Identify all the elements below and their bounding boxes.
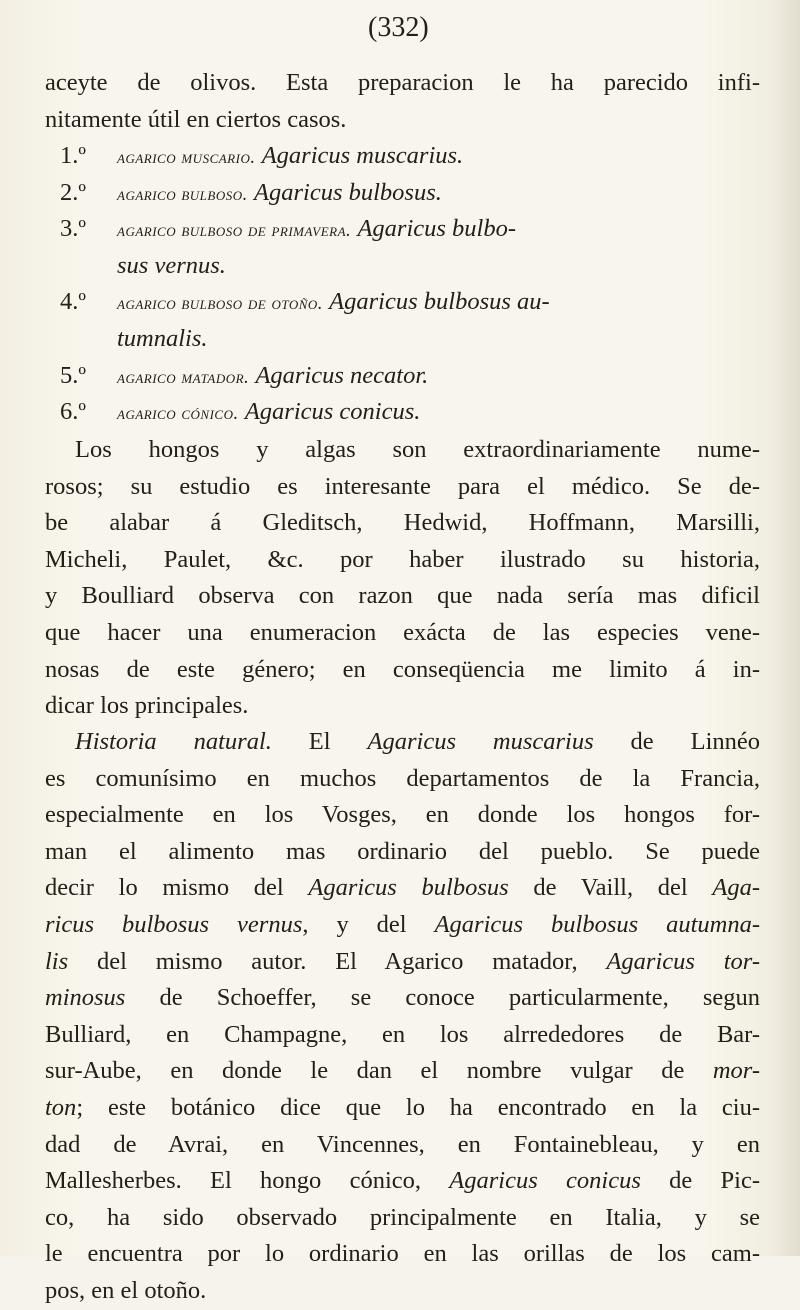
text-line: nosas de este género; en conseqüencia me limito á in- bbox=[45, 655, 760, 683]
scientific-name: ricus bulbosus vernus bbox=[45, 910, 303, 938]
species-item bbox=[60, 175, 760, 212]
species-scientific-name: Agaricus bulbosus au- bbox=[329, 288, 550, 316]
scientific-name: Agaricus conicus bbox=[449, 1167, 641, 1195]
scientific-name: Agaricus muscarius bbox=[367, 728, 594, 755]
page-edge-shadow bbox=[770, 0, 800, 1256]
text-line: nitamente útil en ciertos casos. bbox=[45, 105, 347, 133]
scientific-name: Agaricus tor- bbox=[606, 947, 760, 975]
text-line bbox=[45, 907, 760, 944]
text-line bbox=[45, 1090, 760, 1127]
species-common-name: agarico bulboso. bbox=[117, 183, 248, 205]
scientific-name: minosus bbox=[45, 984, 126, 1012]
paragraph-hongos bbox=[45, 432, 760, 725]
text-run: , y del bbox=[302, 910, 435, 938]
text-line: rosos; su estudio es interesante para el médico. Se de- bbox=[45, 472, 760, 500]
text-line: Los hongos y algas son extraordinariamente nume- bbox=[75, 436, 760, 463]
species-number: 4.º bbox=[60, 288, 86, 316]
text-run: ; este botánico dice que lo ha encontrado en la ciu- bbox=[76, 1093, 760, 1121]
text-line: especialmente en los Vosges, en donde los hongos for- bbox=[45, 801, 760, 829]
species-scientific-name-continued: sus vernus. bbox=[117, 251, 226, 279]
text-line: dicar los principales. bbox=[45, 692, 249, 720]
text-line: aceyte de olivos. Esta preparacion le ha parecido infi- bbox=[45, 69, 760, 96]
text-line: dad de Avrai, en Vincennes, en Fontainebleau, y en bbox=[45, 1130, 760, 1158]
species-item bbox=[60, 284, 760, 321]
text-run: del mismo autor. El Agarico matador, bbox=[68, 947, 607, 975]
species-item bbox=[60, 358, 760, 395]
species-number: 3.º bbox=[60, 215, 86, 243]
species-common-name: agarico bulboso de primavera. bbox=[117, 220, 352, 242]
species-common-name: agarico cónico. bbox=[117, 403, 239, 425]
species-item bbox=[60, 394, 760, 431]
species-list bbox=[60, 138, 760, 431]
species-scientific-name-continued: tumnalis. bbox=[117, 324, 208, 352]
text-line bbox=[45, 944, 760, 981]
section-heading: Historia natural. bbox=[75, 728, 272, 755]
species-common-name: agarico bulboso de otoño. bbox=[117, 293, 324, 315]
scientific-name: Aga- bbox=[712, 874, 760, 902]
text-line: co, ha sido observado principalmente en Italia, y se bbox=[45, 1203, 760, 1231]
text-line: be alabar á Gleditsch, Hedwid, Hoffmann, Marsilli, bbox=[45, 509, 760, 537]
text-run: de Linnéo bbox=[593, 728, 761, 755]
text-line bbox=[45, 870, 760, 907]
scientific-name: Agaricus bulbosus autumna- bbox=[434, 910, 761, 938]
text-line: Bulliard, en Champagne, en los alrrededores de Bar- bbox=[45, 1020, 760, 1048]
text-line: y Boulliard observa con razon que nada sería mas dificil bbox=[45, 582, 760, 610]
text-run: de Schoeffer, se conoce particularmente, segun bbox=[125, 984, 760, 1012]
text-line: pos, en el otoño. bbox=[45, 1276, 207, 1304]
text-line bbox=[45, 1053, 760, 1090]
text-line: le encuentra por lo ordinario en las orillas de los cam- bbox=[45, 1240, 760, 1268]
species-item bbox=[60, 138, 760, 175]
vernacular-name: ton bbox=[45, 1093, 77, 1121]
species-scientific-name: Agaricus conicus. bbox=[244, 398, 421, 426]
text-run: de Vaill, del bbox=[508, 874, 713, 902]
scientific-name: lis bbox=[45, 947, 69, 975]
species-common-name: agarico muscario. bbox=[117, 147, 256, 168]
text-run: decir lo mismo del bbox=[45, 874, 309, 902]
species-number: 2.º bbox=[60, 178, 86, 206]
text-line: es comunísimo en muchos departamentos de la Francia, bbox=[45, 764, 760, 792]
text-line bbox=[45, 1163, 760, 1200]
species-number: 1.º bbox=[60, 142, 86, 169]
text-run: Mallesherbes. El hongo cónico, bbox=[45, 1167, 450, 1195]
text-line: man el alimento mas ordinario del pueblo. Se puede bbox=[45, 837, 760, 865]
text-run: sur-Aube, en donde le dan el nombre vulgar de bbox=[45, 1057, 713, 1085]
text-line: Micheli, Paulet, &c. por haber ilustrado su historia, bbox=[45, 545, 760, 573]
species-item bbox=[60, 211, 760, 248]
species-scientific-name: Agaricus bulbosus. bbox=[254, 178, 442, 206]
species-scientific-name: Agaricus bulbo- bbox=[357, 215, 516, 243]
species-scientific-name: Agaricus necator. bbox=[255, 361, 429, 389]
text-line bbox=[45, 980, 760, 1017]
species-number: 5.º bbox=[60, 361, 86, 389]
text-line bbox=[45, 724, 760, 761]
paragraph-historia-natural bbox=[45, 724, 760, 1310]
species-scientific-name: Agaricus muscarius. bbox=[261, 142, 464, 169]
text-run: El bbox=[271, 728, 368, 755]
text-line: que hacer una enumeracion exácta de las especies vene- bbox=[45, 618, 760, 646]
text-run: de Pic- bbox=[640, 1167, 760, 1195]
vernacular-name: mor- bbox=[712, 1057, 760, 1085]
page-number: (332) bbox=[368, 12, 429, 43]
species-common-name: agarico matador. bbox=[117, 366, 250, 388]
intro-paragraph bbox=[45, 65, 760, 138]
scientific-name: Agaricus bulbosus bbox=[308, 874, 509, 902]
species-number: 6.º bbox=[60, 398, 86, 426]
